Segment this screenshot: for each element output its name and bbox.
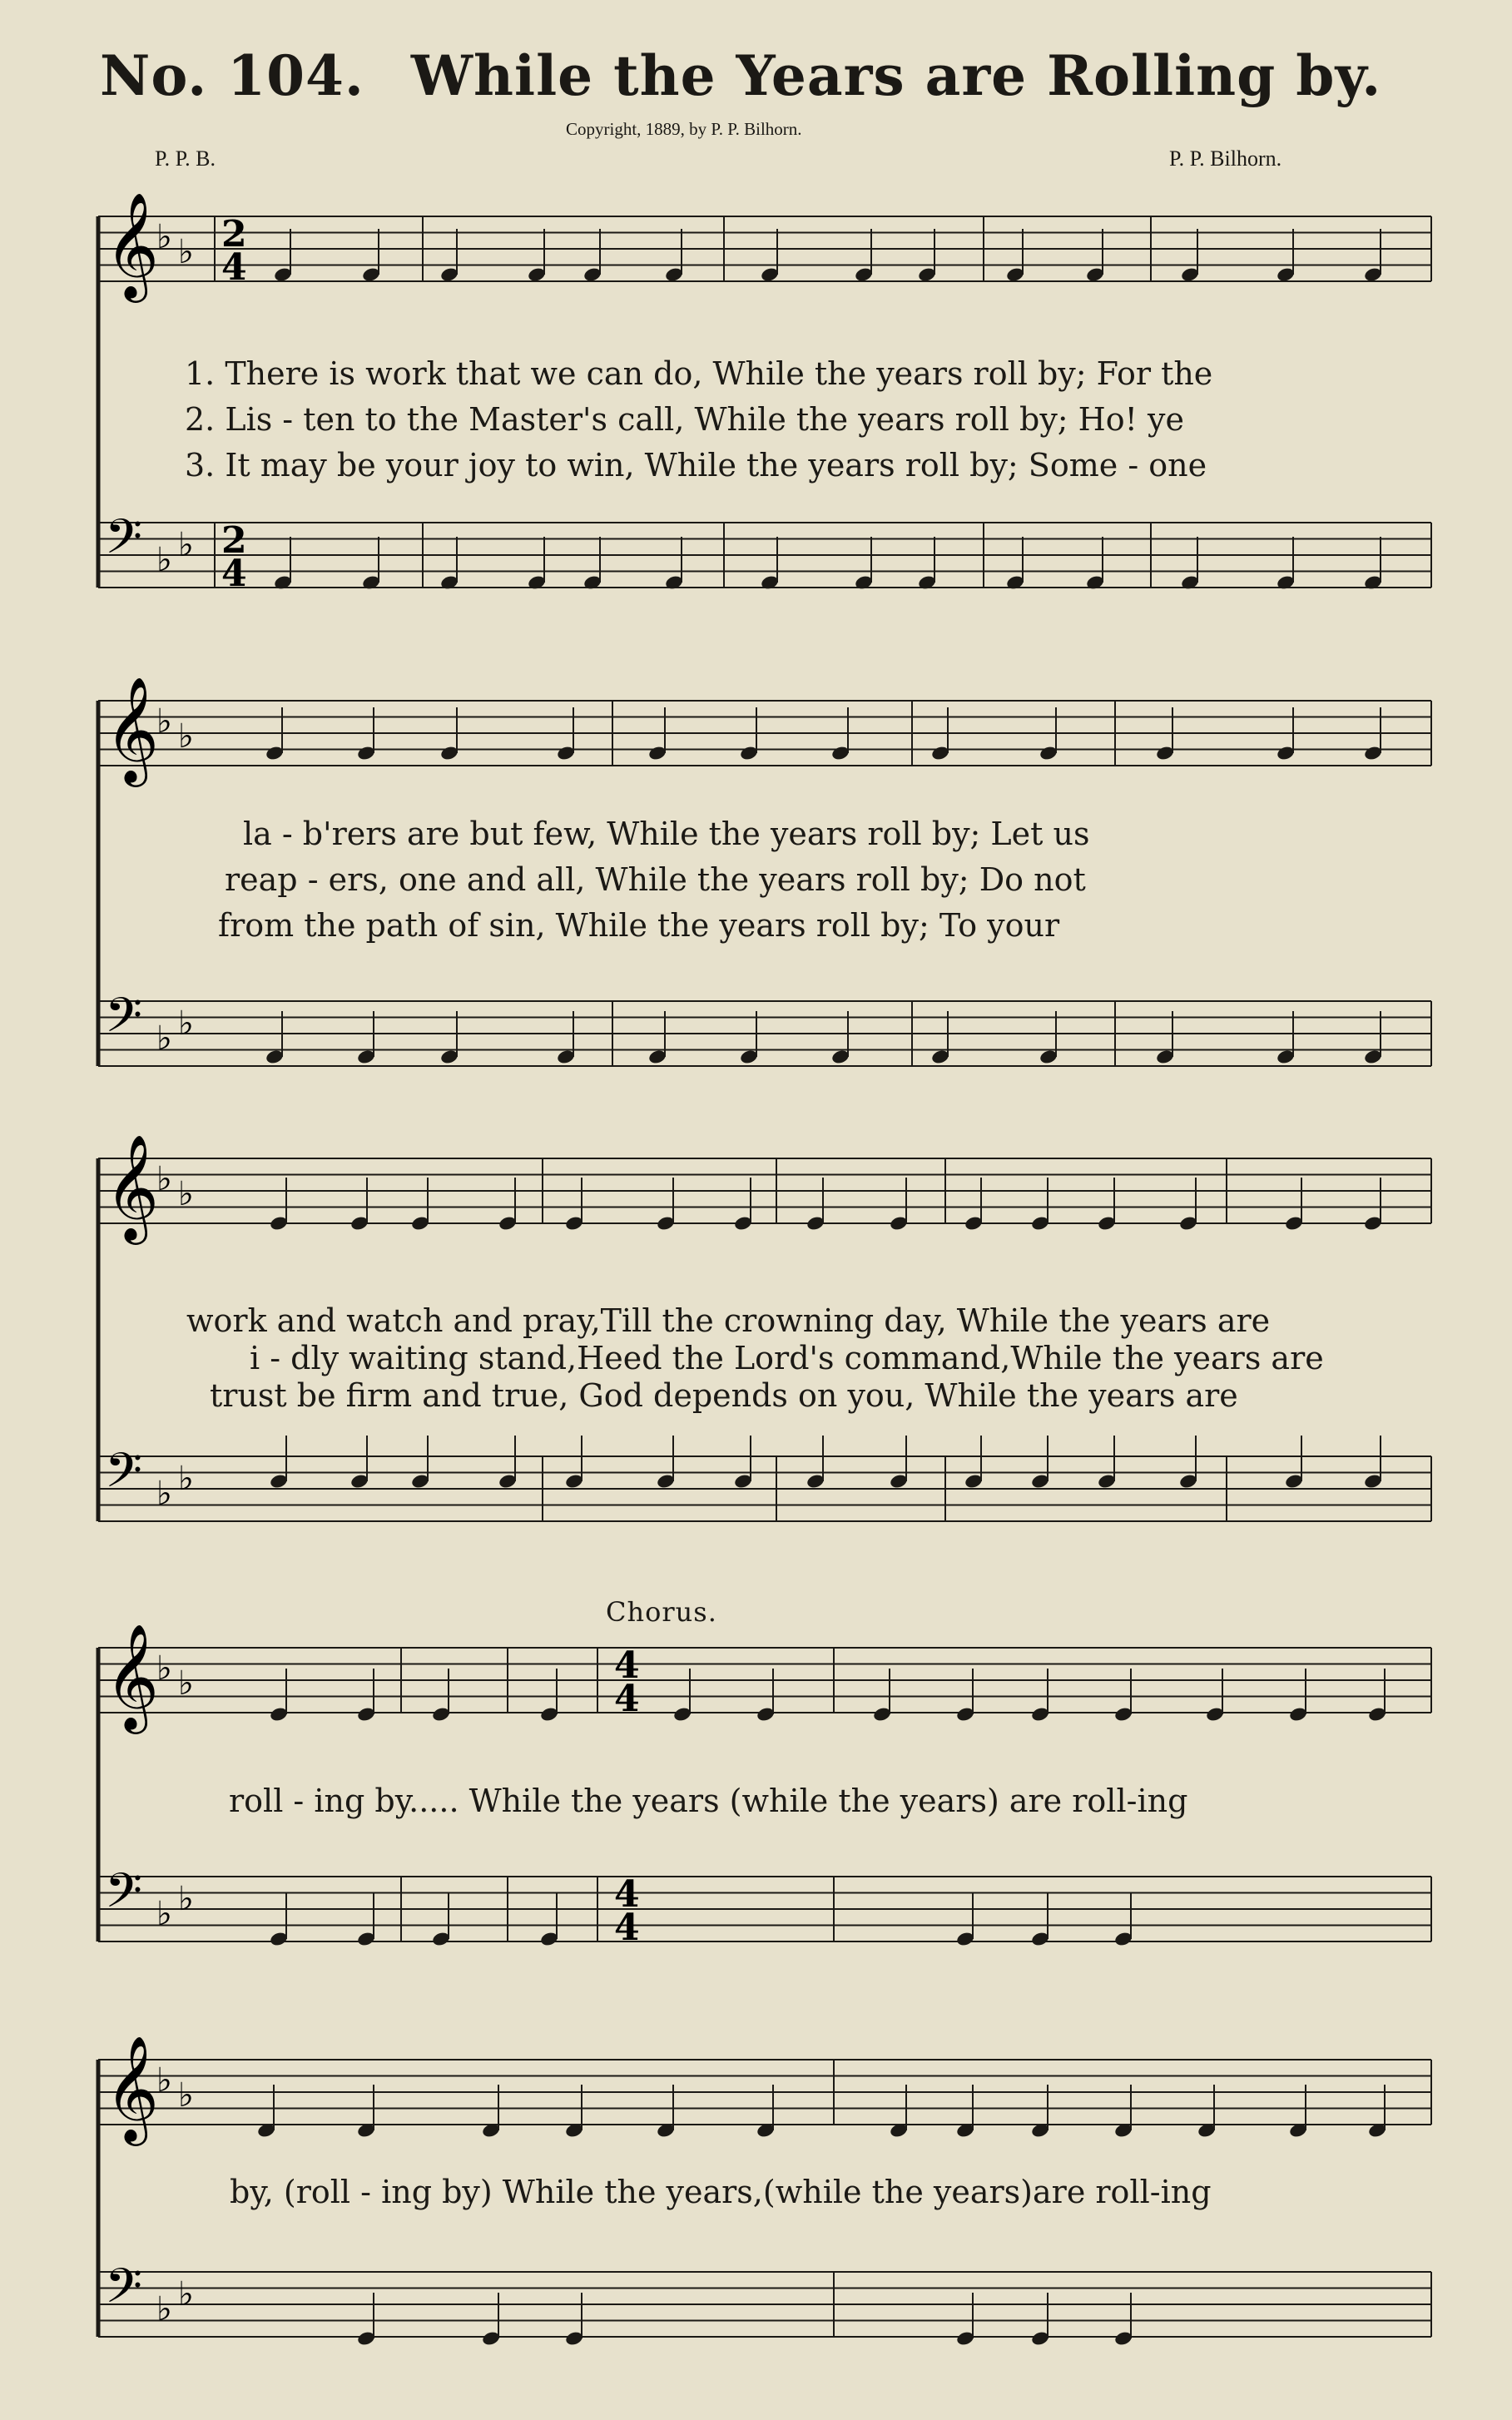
flat-icon: ♭	[178, 526, 194, 564]
flat-icon: ♭	[156, 2290, 172, 2328]
music-credit: P. P. Bilhorn.	[1169, 146, 1282, 171]
bass-clef-icon: 𝄢	[105, 1442, 143, 1510]
treble-clef-icon: 𝄞	[105, 1623, 160, 1729]
time-signature-denominator: 4	[614, 1678, 640, 1720]
treble-clef-icon: 𝄞	[105, 676, 160, 782]
flat-icon: ♭	[156, 1895, 172, 1933]
flat-icon: ♭	[156, 2061, 172, 2100]
flat-icon: ♭	[178, 1664, 194, 1703]
flat-icon: ♭	[156, 1475, 172, 1513]
time-signature-denominator: 4	[614, 1907, 640, 1949]
time-signature-numerator: 2	[221, 213, 247, 255]
flat-icon: ♭	[156, 1019, 172, 1058]
time-signature-numerator: 4	[614, 1644, 640, 1687]
hymn-title: While the Years are Rolling by.	[410, 43, 1382, 108]
bass-clef-icon: 𝄢	[105, 987, 143, 1055]
flat-icon: ♭	[156, 702, 172, 741]
chorus-label: Chorus.	[606, 1596, 717, 1628]
treble-clef-icon: 𝄞	[105, 1133, 160, 1240]
flat-icon: ♭	[178, 1004, 194, 1043]
flat-icon: ♭	[156, 541, 172, 579]
flat-icon: ♭	[178, 1880, 194, 1918]
treble-clef-icon: 𝄞	[105, 191, 160, 298]
time-signature-numerator: 4	[614, 1873, 640, 1916]
flat-icon: ♭	[178, 1460, 194, 1498]
bass-clef-icon: 𝄢	[105, 1862, 143, 1931]
treble-clef-icon: 𝄞	[105, 2035, 160, 2141]
time-signature-denominator: 4	[221, 246, 247, 289]
flat-icon: ♭	[178, 1175, 194, 1213]
copyright-notice: Copyright, 1889, by P. P. Bilhorn.	[566, 119, 802, 139]
flat-icon: ♭	[156, 1649, 172, 1688]
flat-icon: ♭	[156, 218, 172, 256]
bass-clef-icon: 𝄢	[105, 2258, 143, 2326]
flat-icon: ♭	[178, 717, 194, 756]
flat-icon: ♭	[156, 1160, 172, 1198]
time-signature-numerator: 2	[221, 519, 247, 562]
hymn-number: No. 104.	[100, 43, 364, 108]
words-credit: P. P. B.	[155, 146, 216, 171]
flat-icon: ♭	[178, 233, 194, 271]
bass-clef-icon: 𝄢	[105, 508, 143, 577]
time-signature-denominator: 4	[221, 553, 247, 595]
flat-icon: ♭	[178, 2076, 194, 2115]
flat-icon: ♭	[178, 2275, 194, 2313]
